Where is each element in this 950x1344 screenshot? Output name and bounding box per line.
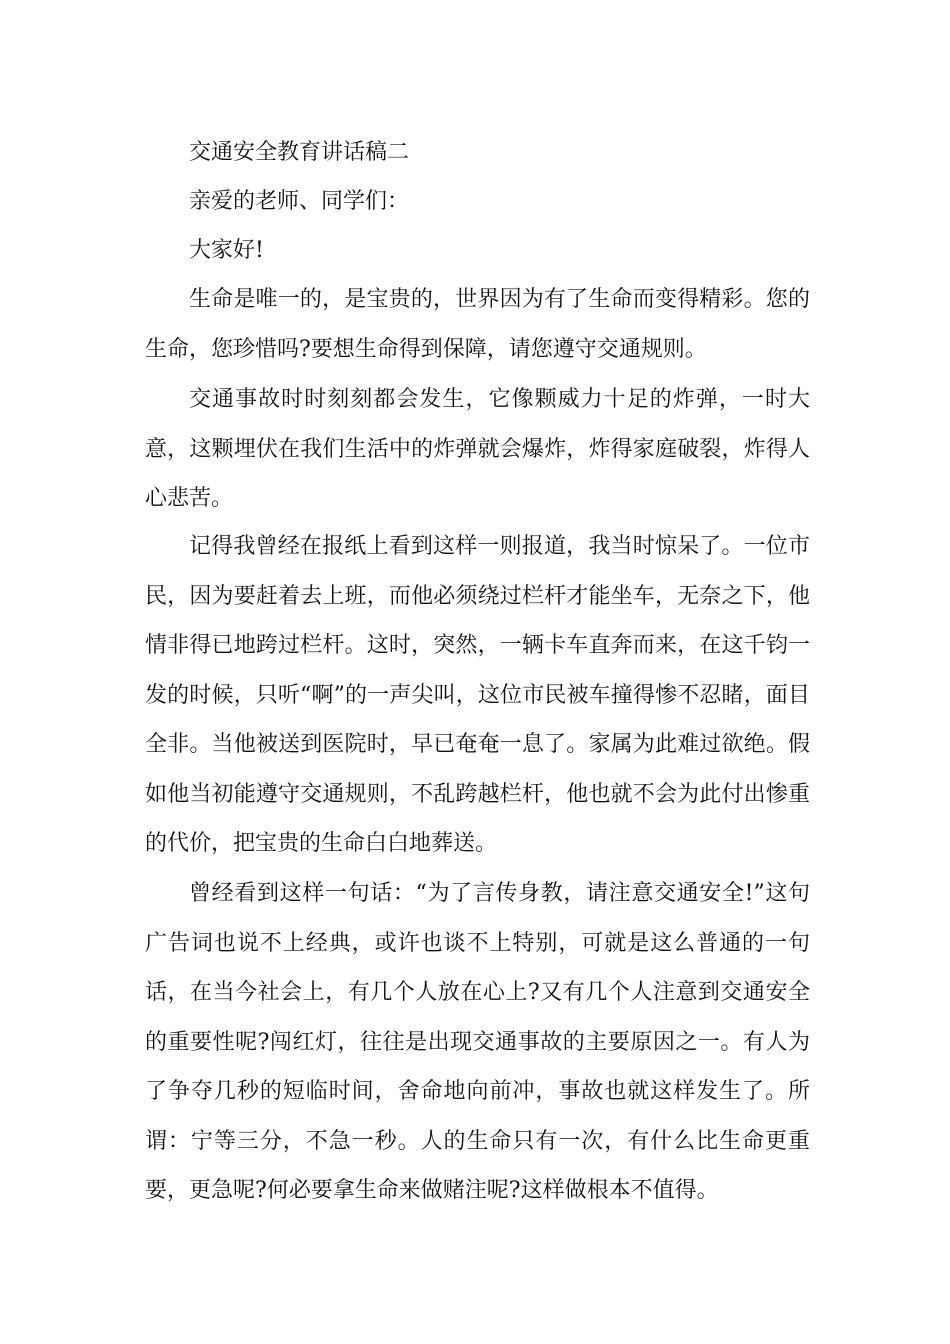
paragraph: 曾经看到这样一句话：“为了言传身教，请注意交通安全!”这句广告词也说不上经典，或许也谈不上特别，可就是这么普通的一句话，在当今社会上，有几个人放在心上?又有几个人注意到交通安全的重要性呢?闯红灯，往往是出现交通事故的主要原因之一。有人为了争夺几秒的短临时间，舍命地向前冲，事故也就这样发生了。所谓：宁等三分，不急一秒。人的生命只有一次，有什么比生命更重要，更急呢?何必要拿生命来做赌注呢?这样做根本不值得。 bbox=[145, 881, 810, 1203]
salutation: 亲爱的老师、同学们： bbox=[189, 189, 410, 214]
document-title: 交通安全教育讲话稿二 bbox=[189, 140, 410, 165]
paragraph: 生命是唯一的，是宝贵的，世界因为有了生命而变得精彩。您的生命，您珍惜吗?要想生命得到保障，请您遵守交通规则。 bbox=[145, 287, 810, 362]
paragraph: 交通事故时时刻刻都会发生，它像颗威力十足的炸弹，一时大意，这颗埋伏在我们生活中的炸弹就会爆炸，炸得家庭破裂，炸得人心悲苦。 bbox=[145, 387, 810, 511]
paragraph: 记得我曾经在报纸上看到这样一则报道，我当时惊呆了。一位市民，因为要赶着去上班，而他必须绕过栏杆才能坐车，无奈之下，他情非得已地跨过栏杆。这时，突然，一辆卡车直奔而来，在这千钧一发的时候，只听“啊”的一声尖叫，这位市民被车撞得惨不忍睹，面目全非。当他被送到医院时，早已奄奄一息了。家属为此难过欲绝。假如他当初能遵守交通规则，不乱跨越栏杆，他也就不会为此付出惨重的代价，把宝贵的生命白白地葬送。 bbox=[145, 534, 810, 856]
greeting: 大家好! bbox=[189, 238, 264, 263]
